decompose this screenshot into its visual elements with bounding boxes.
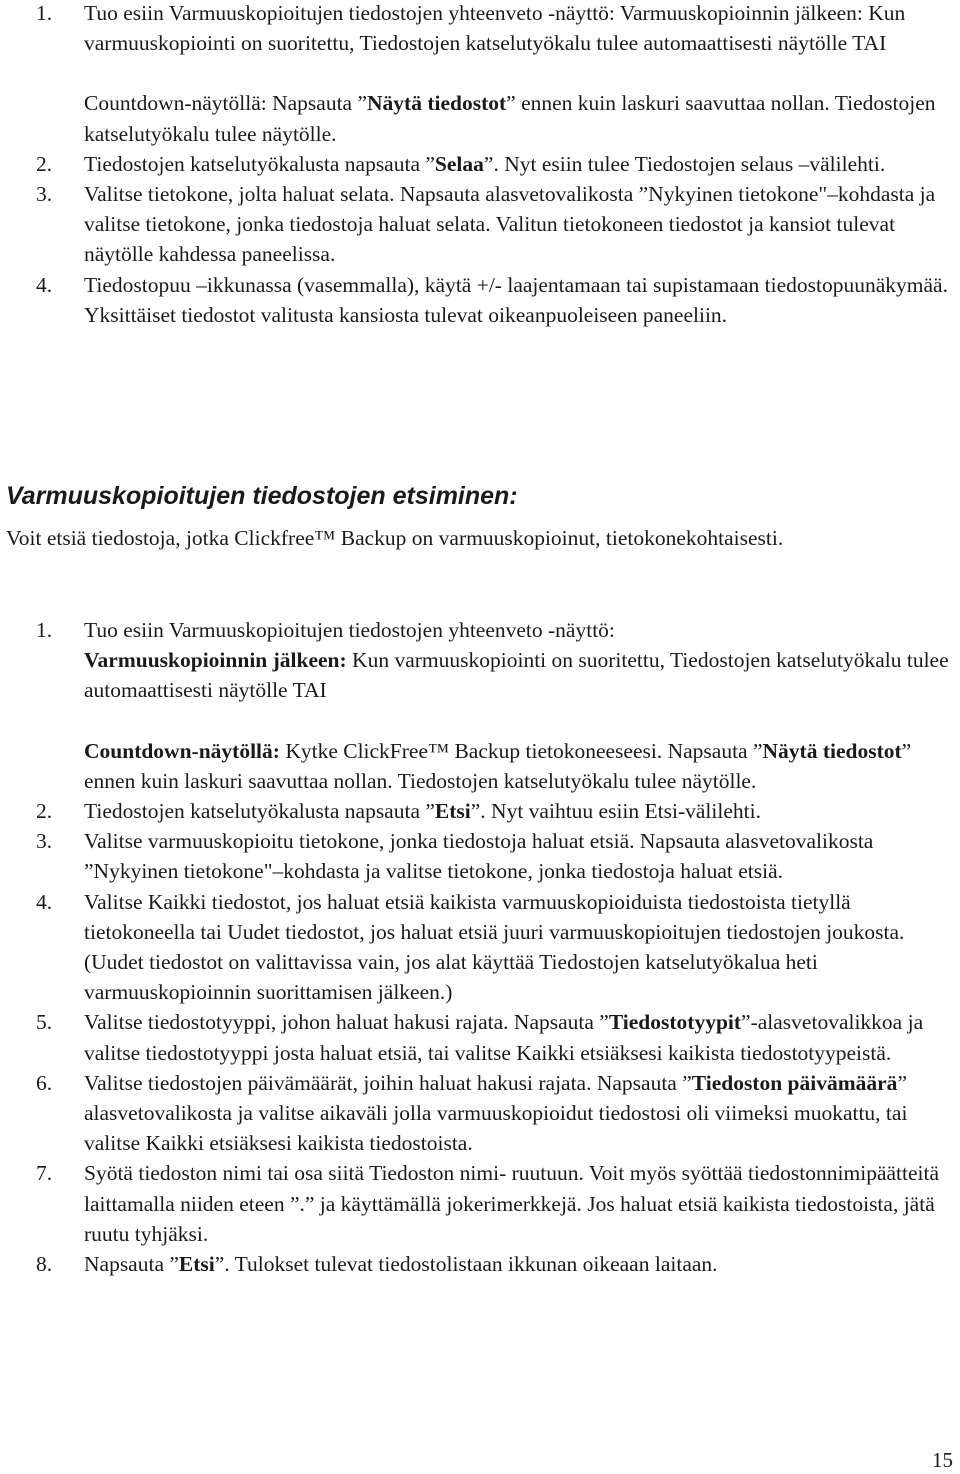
list-item-text: Valitse Kaikki tiedostot, jos haluat etsiä kaikista varmuuskopioiduista tiedostoista tietyllä tietokoneella tai Uudet tiedostot, jos haluat etsiä juuri varmuuskopioitujen tiedostojen joukosta. (Uudet tiedostot on valittavissa vain, jos alat käyttää Tiedostojen katselutyökalua heti varmuuskopioinnin suorittamisen jälkeen.) (84, 889, 905, 1005)
list-number: 7. (36, 1161, 53, 1186)
list-item-text: Countdown-näytöllä: Kytke ClickFree™ Backup tietokoneeseesi. Napsauta ”Näytä tiedostot” ennen kuin laskuri saavuttaa nollan. Tiedostojen katselutyökalu tulee näytölle. (84, 738, 912, 793)
list-item (0, 1068, 960, 1159)
bold-term: Varmuuskopioinnin jälkeen: (84, 648, 347, 673)
bold-term: Etsi (178, 1252, 215, 1277)
bold-term: Näytä tiedostot (367, 91, 507, 116)
bold-term: Tiedoston päivämäärä (691, 1070, 898, 1095)
list-number: 5. (36, 1010, 53, 1035)
bold-term: Countdown-näytöllä: (84, 738, 280, 763)
list-item-text: Valitse tiedostotyyppi, johon haluat hakusi rajata. Napsauta ”Tiedostotyypit”-alasvetovalikkoa ja valitse tiedostotyyppi josta haluat etsiä, tai valitse Kaikki etsiäksesi kaikista tiedostotyypeistä. (84, 1010, 924, 1065)
list-item (0, 1158, 960, 1249)
list-number: 4. (36, 272, 53, 297)
list-number: 1. (36, 1, 53, 25)
page-number: 15 (932, 1448, 953, 1472)
list-item-text: Tuo esiin Varmuuskopioitujen tiedostojen yhteenveto -näyttö: Varmuuskopioinnin jälkeen: Kun varmuuskopiointi on suoritettu, Tiedostojen katselutyökalu tulee automaattisesti näytölle TAI (84, 1, 906, 56)
list-item-text: Tuo esiin Varmuuskopioitujen tiedostojen yhteenveto -näyttö: Varmuuskopioinnin jälkeen: Kun varmuuskopiointi on suoritettu, Tiedostojen katselutyökalu tulee automaattisesti näytölle TAI (84, 618, 949, 703)
list-number: 3. (36, 829, 53, 854)
first-instruction-list (0, 0, 960, 330)
list-number: 6. (36, 1070, 53, 1095)
list-item-text: Napsauta ”Etsi”. Tulokset tulevat tiedostolistaan ikkunan oikeaan laitaan. (84, 1252, 718, 1277)
list-item (0, 826, 960, 886)
list-item (0, 1007, 960, 1067)
list-number: 2. (36, 151, 53, 176)
list-item-text: Syötä tiedoston nimi tai osa siitä Tiedoston nimi- ruutuun. Voit myös syöttää tiedostonnimipäätteitä laittamalla niiden eteen ”.” ja käyttämällä jokerimerkkejä. Jos haluat etsiä kaikista tiedostoista, jätä ruutu tyhjäksi. (84, 1161, 940, 1246)
bold-term: Selaa (434, 151, 484, 176)
bold-term: Etsi (434, 799, 471, 824)
second-instruction-list (0, 615, 960, 1279)
list-item (0, 796, 960, 826)
list-item-text: Valitse tietokone, jolta haluat selata. Napsauta alasvetovalikosta ”Nykyinen tietokone"–kohdasta ja valitse tietokone, jonka tiedostoja haluat selata. Valitun tietokoneen tiedostot ja kansiot tulevat näytölle kahdessa paneelissa. (84, 182, 936, 267)
list-item-text: Tiedostopuu –ikkunassa (vasemmalla), käytä +/- laajentamaan tai supistamaan tiedostopuunäkymää. Yksittäiset tiedostot valitusta kansiosta tulevat oikeanpuoleiseen paneeliin. (84, 272, 948, 327)
list-item-text: Tiedostojen katselutyökalusta napsauta ”Selaa”. Nyt esiin tulee Tiedostojen selaus –välilehti. (84, 151, 886, 176)
list-number: 3. (36, 182, 53, 207)
list-item (0, 149, 960, 179)
list-item-text: Valitse varmuuskopioitu tietokone, jonka tiedostoja haluat etsiä. Napsauta alasvetovalikosta ”Nykyinen tietokone"–kohdasta ja valitse tietokone, jonka tiedostoja haluat etsiä. (84, 829, 874, 884)
list-number: 1. (36, 618, 53, 642)
list-number: 4. (36, 889, 53, 914)
list-number: 2. (36, 799, 53, 824)
list-item (0, 887, 960, 1008)
list-number: 8. (36, 1252, 53, 1277)
list-item (0, 615, 960, 796)
list-item (0, 0, 960, 149)
list-item (0, 179, 960, 270)
list-item-text: Countdown-näytöllä: Napsauta ”Näytä tiedostot” ennen kuin laskuri saavuttaa nollan. Tiedostojen katselutyökalu tulee näytölle. (84, 91, 936, 146)
bold-term: Tiedostotyypit (608, 1010, 742, 1035)
list-item-text: Valitse tiedostojen päivämäärät, joihin haluat hakusi rajata. Napsauta ”Tiedoston päivämäärä” alasvetovalikosta ja valitse aikaväli jolla varmuuskopioidut tiedostosi oli viimeksi muokattu, tai valitse Kaikki etsiäksesi kaikista tiedostoista. (84, 1070, 908, 1156)
list-item (0, 1249, 960, 1279)
list-item (0, 270, 960, 330)
section-intro: Voit etsiä tiedostoja, jotka Clickfree™ Backup on varmuuskopioinut, tietokonekohtaisesti. (6, 526, 784, 550)
list-item-text: Tiedostojen katselutyökalusta napsauta ”Etsi”. Nyt vaihtuu esiin Etsi-välilehti. (84, 799, 761, 824)
bold-term: Näytä tiedostot (762, 738, 902, 763)
section-heading: Varmuuskopioitujen tiedostojen etsiminen: (6, 482, 518, 510)
